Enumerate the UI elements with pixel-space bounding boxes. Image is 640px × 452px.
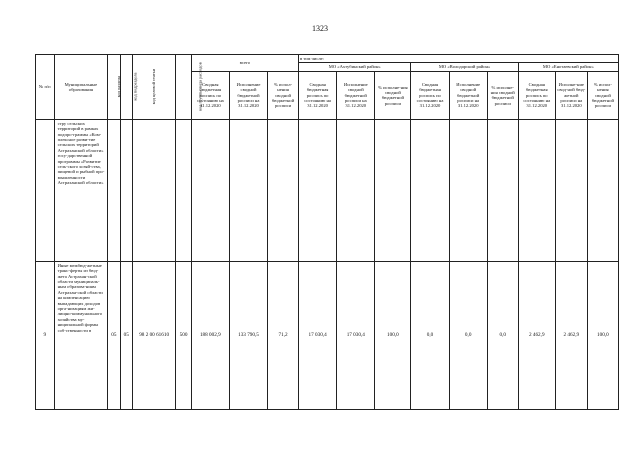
header-svod: Сводная бюджетная роспись по состоянию на 31.12.2020 bbox=[299, 71, 337, 119]
header-num: № п/п bbox=[36, 55, 55, 120]
value-cell: 2 462,9 bbox=[555, 261, 587, 409]
header-ispoln: Исполнение сводной бюджетной росписи на 31.12.2020 bbox=[449, 71, 487, 119]
value-cell: 0,0 bbox=[487, 261, 518, 409]
value-cell: 2 462,9 bbox=[518, 261, 555, 409]
header-mo-akhtubinsky: МО «Ахтубинский район» bbox=[299, 63, 411, 71]
value-cell: 0,0 bbox=[411, 261, 449, 409]
header-svod: Сводная бюджетная роспись по состоянию на 31.12.2020 bbox=[518, 71, 555, 119]
table-row-9 bbox=[36, 261, 619, 409]
header-razdel: код раздела bbox=[108, 55, 120, 120]
header-pct: % испол-нения сводной бюджетной росписи bbox=[268, 71, 299, 119]
header-pct: % испол-нения сводной бюджетной росписи bbox=[587, 71, 618, 119]
table-row-continuation bbox=[36, 119, 619, 261]
header-pct: % исполне-ния сводной бюджетной росписи bbox=[375, 71, 411, 119]
row-num: 9 bbox=[36, 261, 55, 409]
row-name: Иные межбюд-жетные транс-ферты из бюд-жета Астрахан-ской области муниципаль-ным образова-ниям Астрахан-ской области на компенсацию выпадающих доходов орга-низациям жи-лищно-коммунального хозяйства му-ниципальной формы соб-ственности в bbox=[54, 261, 108, 409]
value-cell: 17 030,4 bbox=[299, 261, 337, 409]
header-row-1 bbox=[36, 55, 619, 63]
value-cell: 71,2 bbox=[268, 261, 299, 409]
value-cell: 100,0 bbox=[587, 261, 618, 409]
header-v-tom-chisle: в том числе: bbox=[299, 55, 619, 63]
header-vr: код группы вида расходов bbox=[176, 55, 191, 120]
header-csr: код целевой статьи bbox=[132, 55, 175, 120]
page-number: 1323 bbox=[312, 24, 328, 33]
budget-table bbox=[35, 54, 619, 410]
row-podrazdel: 05 bbox=[120, 261, 132, 409]
value-cell: 17 030,4 bbox=[337, 261, 375, 409]
value-cell: 133 790,5 bbox=[229, 261, 267, 409]
value-cell: 0,0 bbox=[449, 261, 487, 409]
header-pct: % исполне-ния сводной бюджетной росписи bbox=[487, 71, 518, 119]
header-mo-enotaevsky: МО «Енотаевский район» bbox=[518, 63, 618, 71]
header-svod: Сводная бюджетная роспись по состоянию на 31.12.2020 bbox=[411, 71, 449, 119]
header-mo-volodarsky: МО «Володарский район» bbox=[411, 63, 518, 71]
row-vr: 500 bbox=[176, 261, 191, 409]
header-ispoln: Исполнение сводной бюджетной росписи на 31.12.2020 bbox=[229, 71, 267, 119]
value-cell: 188 002,9 bbox=[191, 261, 229, 409]
header-vsego: всего bbox=[191, 55, 298, 72]
row-name: стру сельских территорий в рамках подпро-граммы «Ком-плексное разви-тие сельских территорий Астраханской области» госу-дарственной программы «Развитие сель-ского хозяй-ства, пищевой и рыбной про-мышленности Астраханской области» bbox=[54, 119, 108, 261]
header-ispoln: Исполнение сводной бюджетной росписи на 31.12.2020 bbox=[337, 71, 375, 119]
header-podrazdel: код подраздела bbox=[120, 55, 132, 120]
header-ispoln: Исполне-ние свод-ной бюд-жетной росписи на 31.12.2020 bbox=[555, 71, 587, 119]
header-svod: Сводная бюджетная роспись по состоянию на 31.12.2020 bbox=[191, 71, 229, 119]
value-cell: 100,0 bbox=[375, 261, 411, 409]
row-razdel: 05 bbox=[108, 261, 120, 409]
row-csr: 98 2 00 61610 bbox=[132, 261, 175, 409]
header-name: Муниципальные образования bbox=[54, 55, 108, 120]
